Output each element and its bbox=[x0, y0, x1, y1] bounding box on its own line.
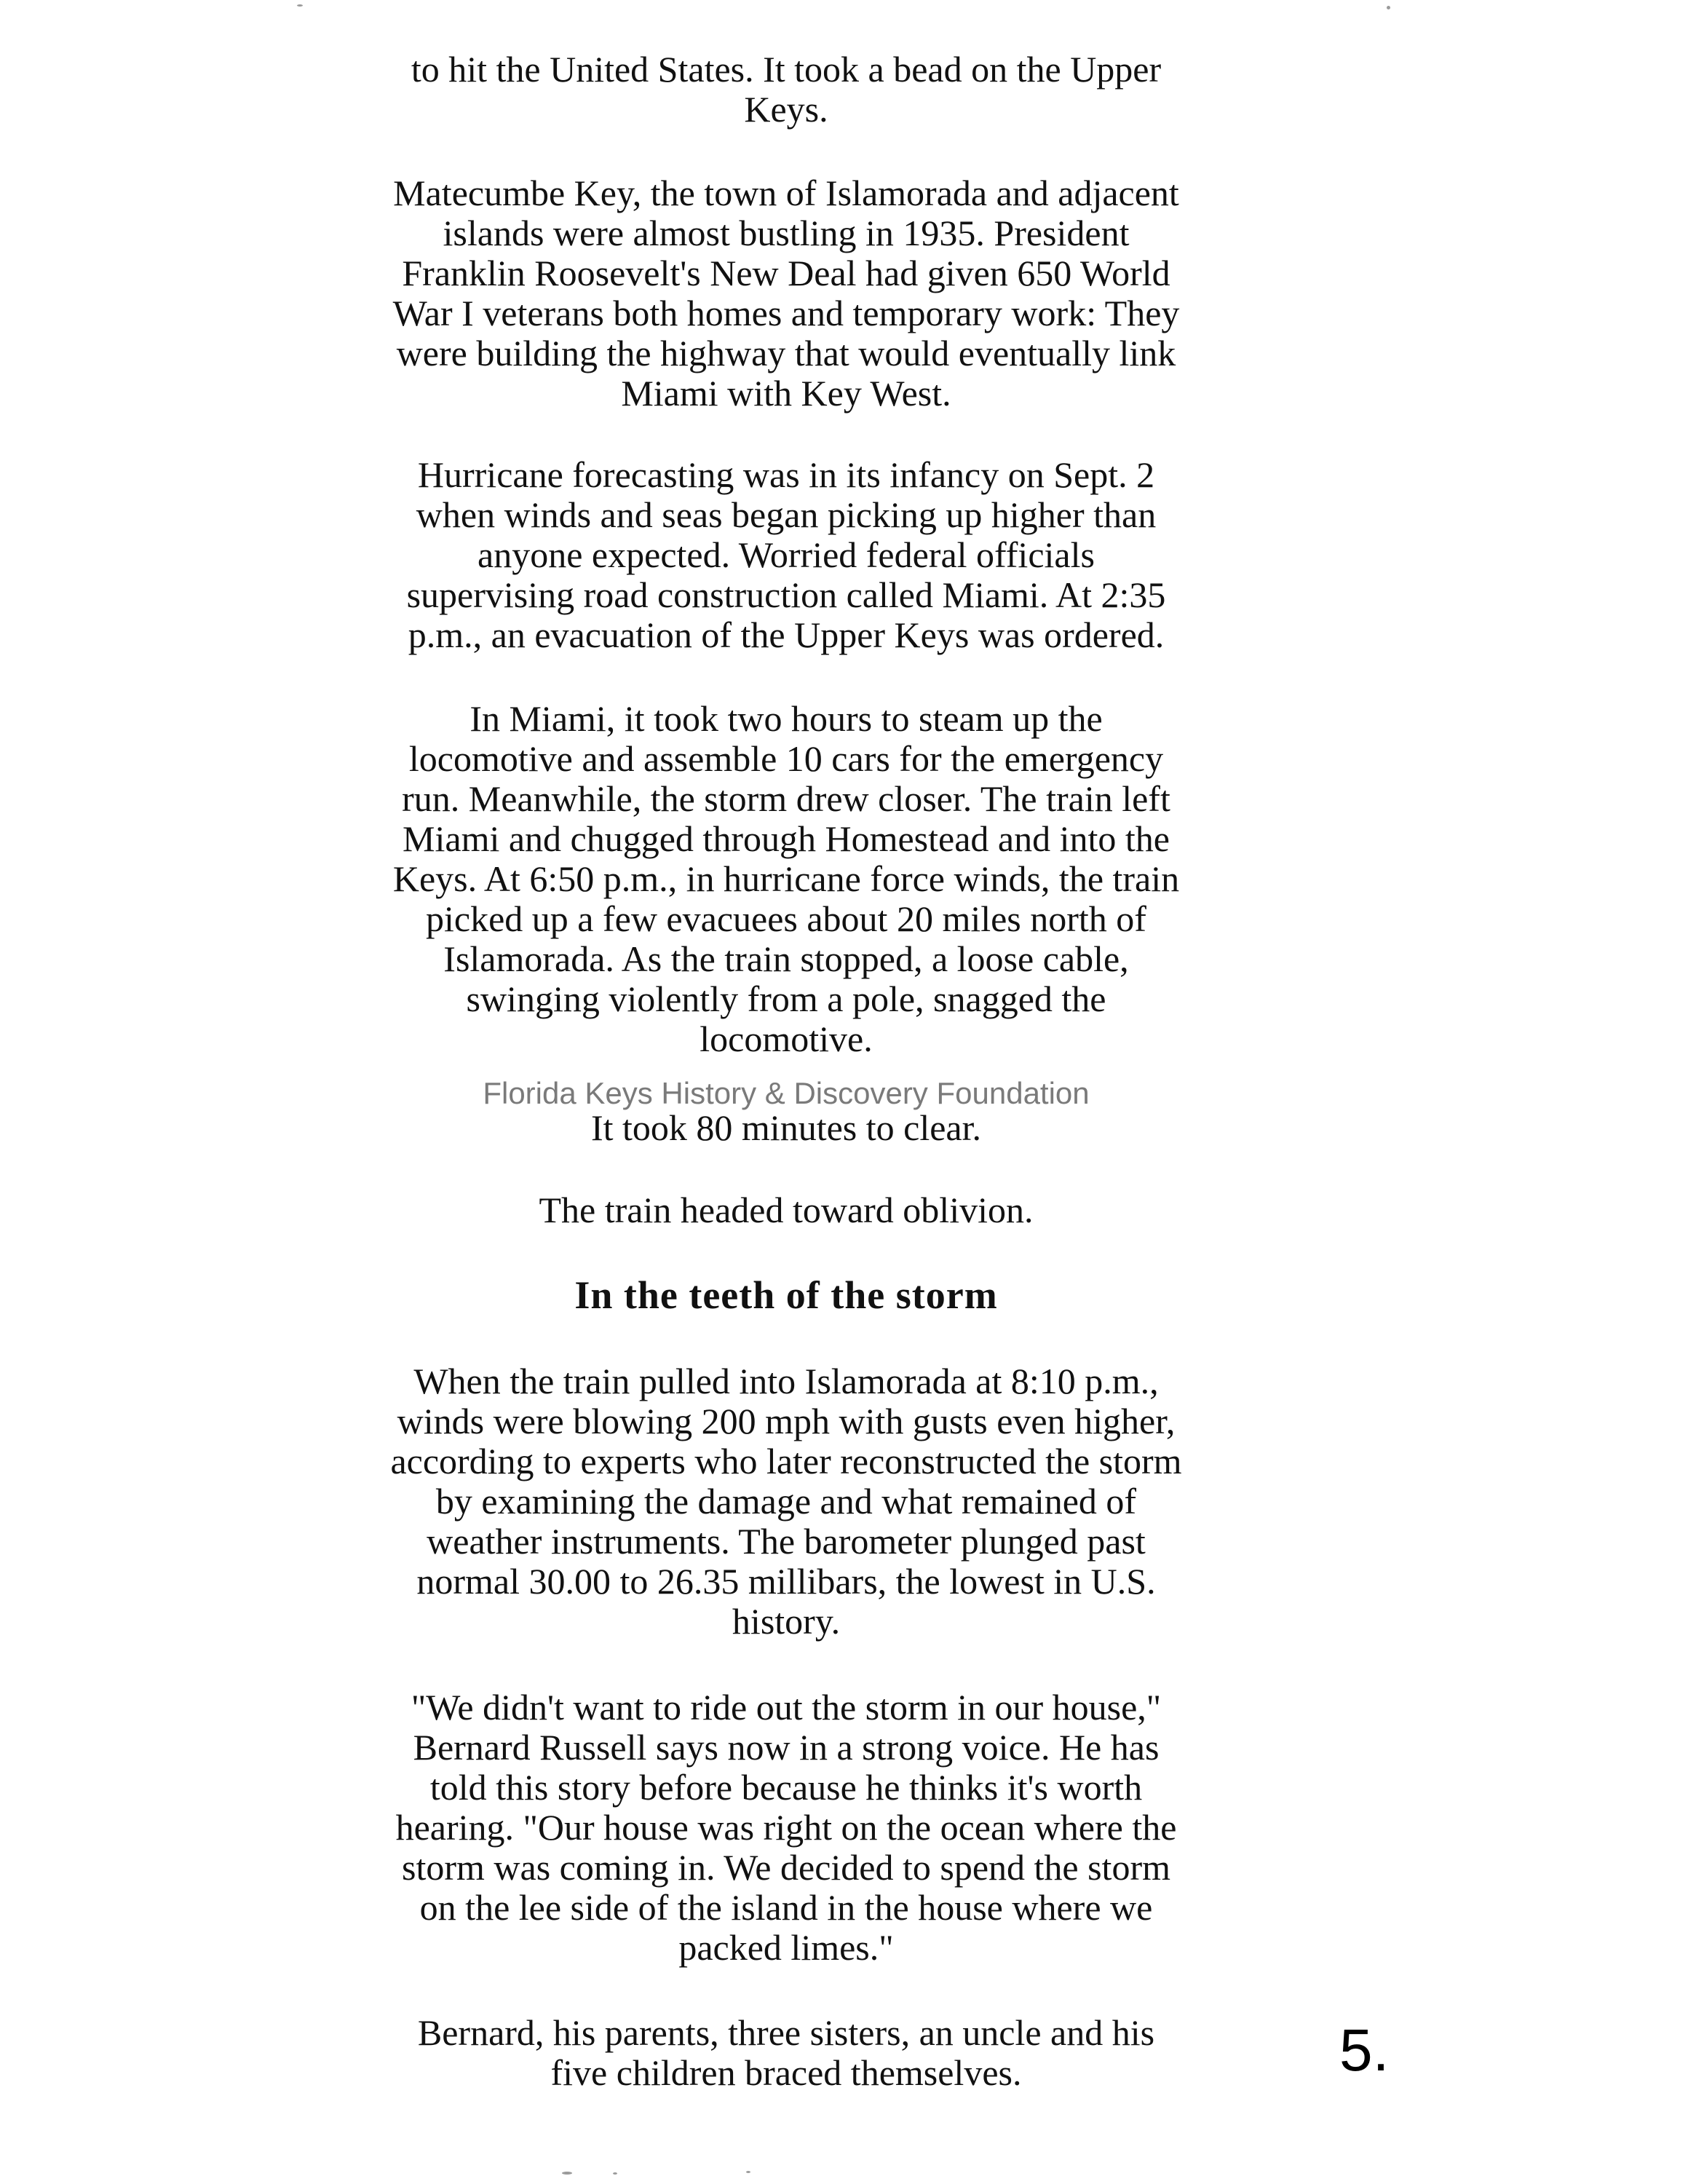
scan-speck bbox=[297, 4, 303, 7]
paragraph-7: When the train pulled into Islamorada at 8:10 p.m., winds were blowing 200 mph with gusts even higher, according to experts who later reconstructed the storm by examining the damage and what remained of weather instruments. The barometer plunged past normal 30.00 to 26.35 millibars, the lowest in U.S. history. bbox=[390, 1361, 1182, 1642]
paragraph-3: Hurricane forecasting was in its infancy on Sept. 2 when winds and seas began picking up higher than anyone expected. Worried federal officials supervising road construction called Miami. At 2:35 p.m., an evacuation of the Upper Keys was ordered. bbox=[406, 454, 1166, 655]
paragraph-9: Bernard, his parents, three sisters, an uncle and his five children braced themselves. bbox=[417, 2012, 1155, 2093]
scan-speck bbox=[746, 2171, 750, 2173]
paragraph-6: The train headed toward oblivion. bbox=[539, 1190, 1034, 1230]
scan-speck bbox=[613, 2172, 617, 2175]
page-number: 5. bbox=[1339, 2017, 1390, 2084]
paragraph-5: It took 80 minutes to clear. bbox=[590, 1107, 981, 1148]
paragraph-8: "We didn't want to ride out the storm in our house," Bernard Russell says now in a strong voice. He has told this story before because he thinks it's worth hearing. "Our house was right on the ocean where the storm was coming in. We decided to spend the storm on the lee side of the island in the house where we packed limes." bbox=[395, 1687, 1177, 1968]
paragraph-4: In Miami, it took two hours to steam up the locomotive and assemble 10 cars for the emergency run. Meanwhile, the storm drew closer. The train left Miami and chugged through Homestead and into the Keys. At 6:50 p.m., in hurricane force winds, the train picked up a few evacuees about 20 miles north of Islamorada. As the train stopped, a loose cable, swinging violently from a pole, snagged the locomotive. bbox=[392, 698, 1180, 1059]
paragraph-2: Matecumbe Key, the town of Islamorada and adjacent islands were almost bustling in 1935. President Franklin Roosevelt's New Deal had given 650 World War I veterans both homes and temporary work: They were building the highway that would eventually link Miami with Key West. bbox=[392, 173, 1180, 414]
section-heading: In the teeth of the storm bbox=[574, 1273, 998, 1317]
scan-speck bbox=[562, 2172, 572, 2175]
scan-speck bbox=[1387, 6, 1390, 9]
paragraph-1: to hit the United States. It took a bead on the Upper Keys. bbox=[411, 49, 1162, 130]
watermark: Florida Keys History & Discovery Foundation bbox=[483, 1076, 1090, 1110]
